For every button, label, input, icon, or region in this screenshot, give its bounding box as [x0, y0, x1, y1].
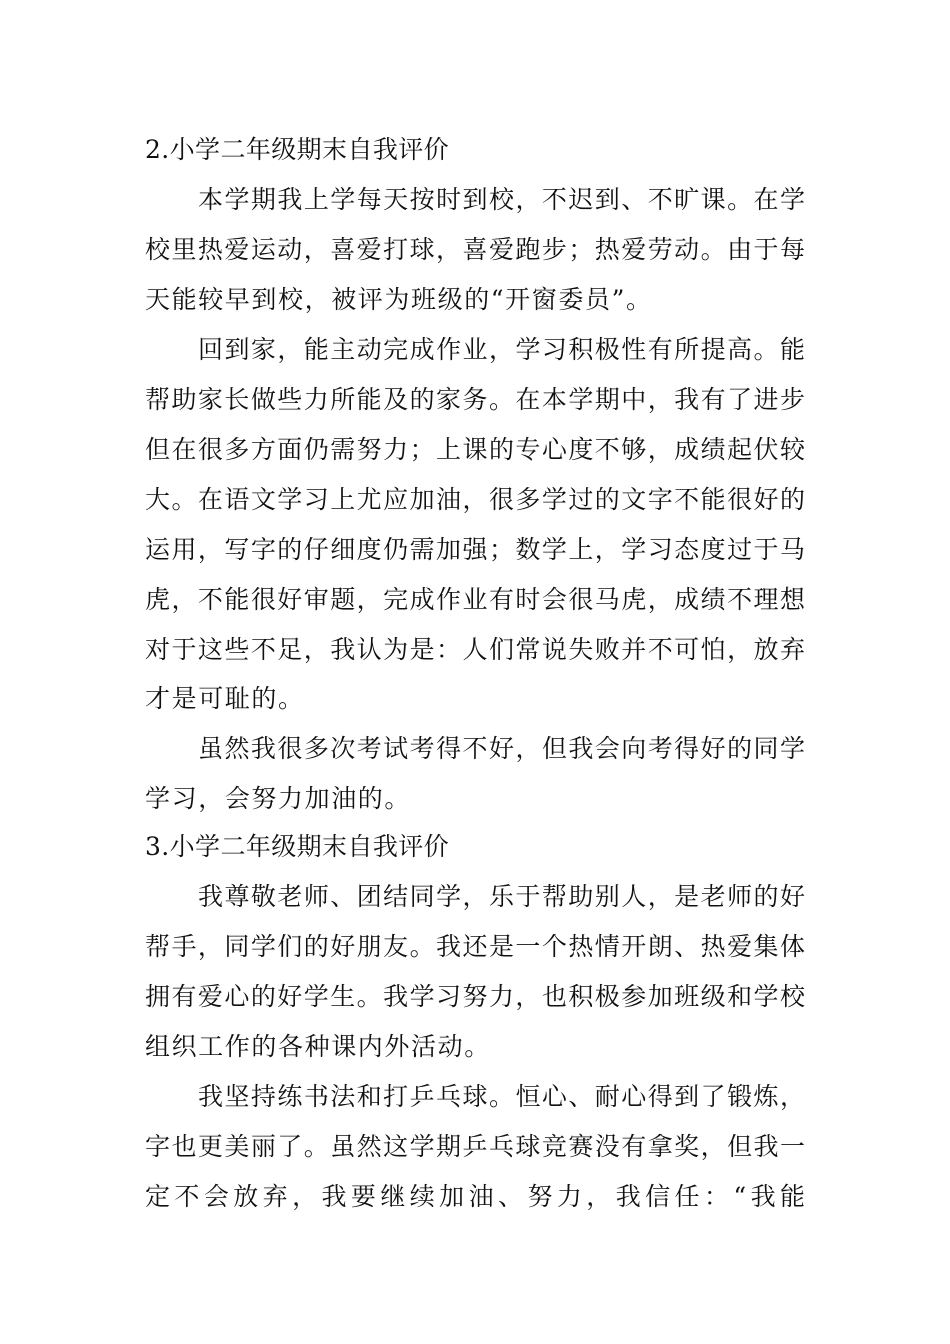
paragraph-line: 学习，会努力加油的。: [145, 784, 412, 813]
paragraph-line: 运用，写字的仔细度仍需加强；数学上，学习态度过于马: [145, 535, 805, 564]
paragraph-line: 组织工作的各种课内外活动。: [145, 1032, 491, 1061]
paragraph-line: 字也更美丽了。虽然这学期乒乓球竞赛没有拿奖，但我一: [145, 1132, 805, 1161]
paragraph-line: 回到家，能主动完成作业，学习积极性有所提高。能: [198, 335, 805, 364]
paragraph-line: 大。在语文学习上尤应加油，很多学过的文字不能很好的: [145, 485, 805, 514]
paragraph-line: 天能较早到校，被评为班级的“开窗委员”。: [145, 285, 653, 314]
paragraph-line: 对于这些不足，我认为是：人们常说失败并不可怕，放弃: [145, 635, 805, 664]
section-3-heading: 3.小学二年级期末自我评价: [145, 832, 450, 861]
paragraph-line: 本学期我上学每天按时到校，不迟到、不旷课。在学: [198, 185, 805, 214]
paragraph-line: 才是可耻的。: [145, 684, 305, 713]
paragraph-line: 帮手，同学们的好朋友。我还是一个热情开朗、热爱集体: [145, 932, 805, 961]
paragraph-line: 虎，不能很好审题，完成作业有时会很马虎，成绩不理想: [145, 585, 805, 614]
section-2-heading: 2.小学二年级期末自我评价: [145, 135, 450, 164]
paragraph-line: 我坚持练书法和打乒乓球。恒心、耐心得到了锻炼，: [198, 1082, 805, 1111]
paragraph-line: 但在很多方面仍需努力；上课的专心度不够，成绩起伏较: [145, 435, 805, 464]
paragraph-line: 虽然我很多次考试考得不好，但我会向考得好的同学: [198, 734, 805, 763]
paragraph-line: 定不会放弃，我要继续加油、努力，我信任：“我能: [145, 1182, 805, 1211]
paragraph-line: 我尊敬老师、团结同学，乐于帮助别人，是老师的好: [198, 882, 805, 911]
paragraph-line: 拥有爱心的好学生。我学习努力，也积极参加班级和学校: [145, 982, 805, 1011]
paragraph-line: 校里热爱运动，喜爱打球，喜爱跑步；热爱劳动。由于每: [145, 235, 805, 264]
paragraph-line: 帮助家长做些力所能及的家务。在本学期中，我有了进步: [145, 385, 805, 414]
